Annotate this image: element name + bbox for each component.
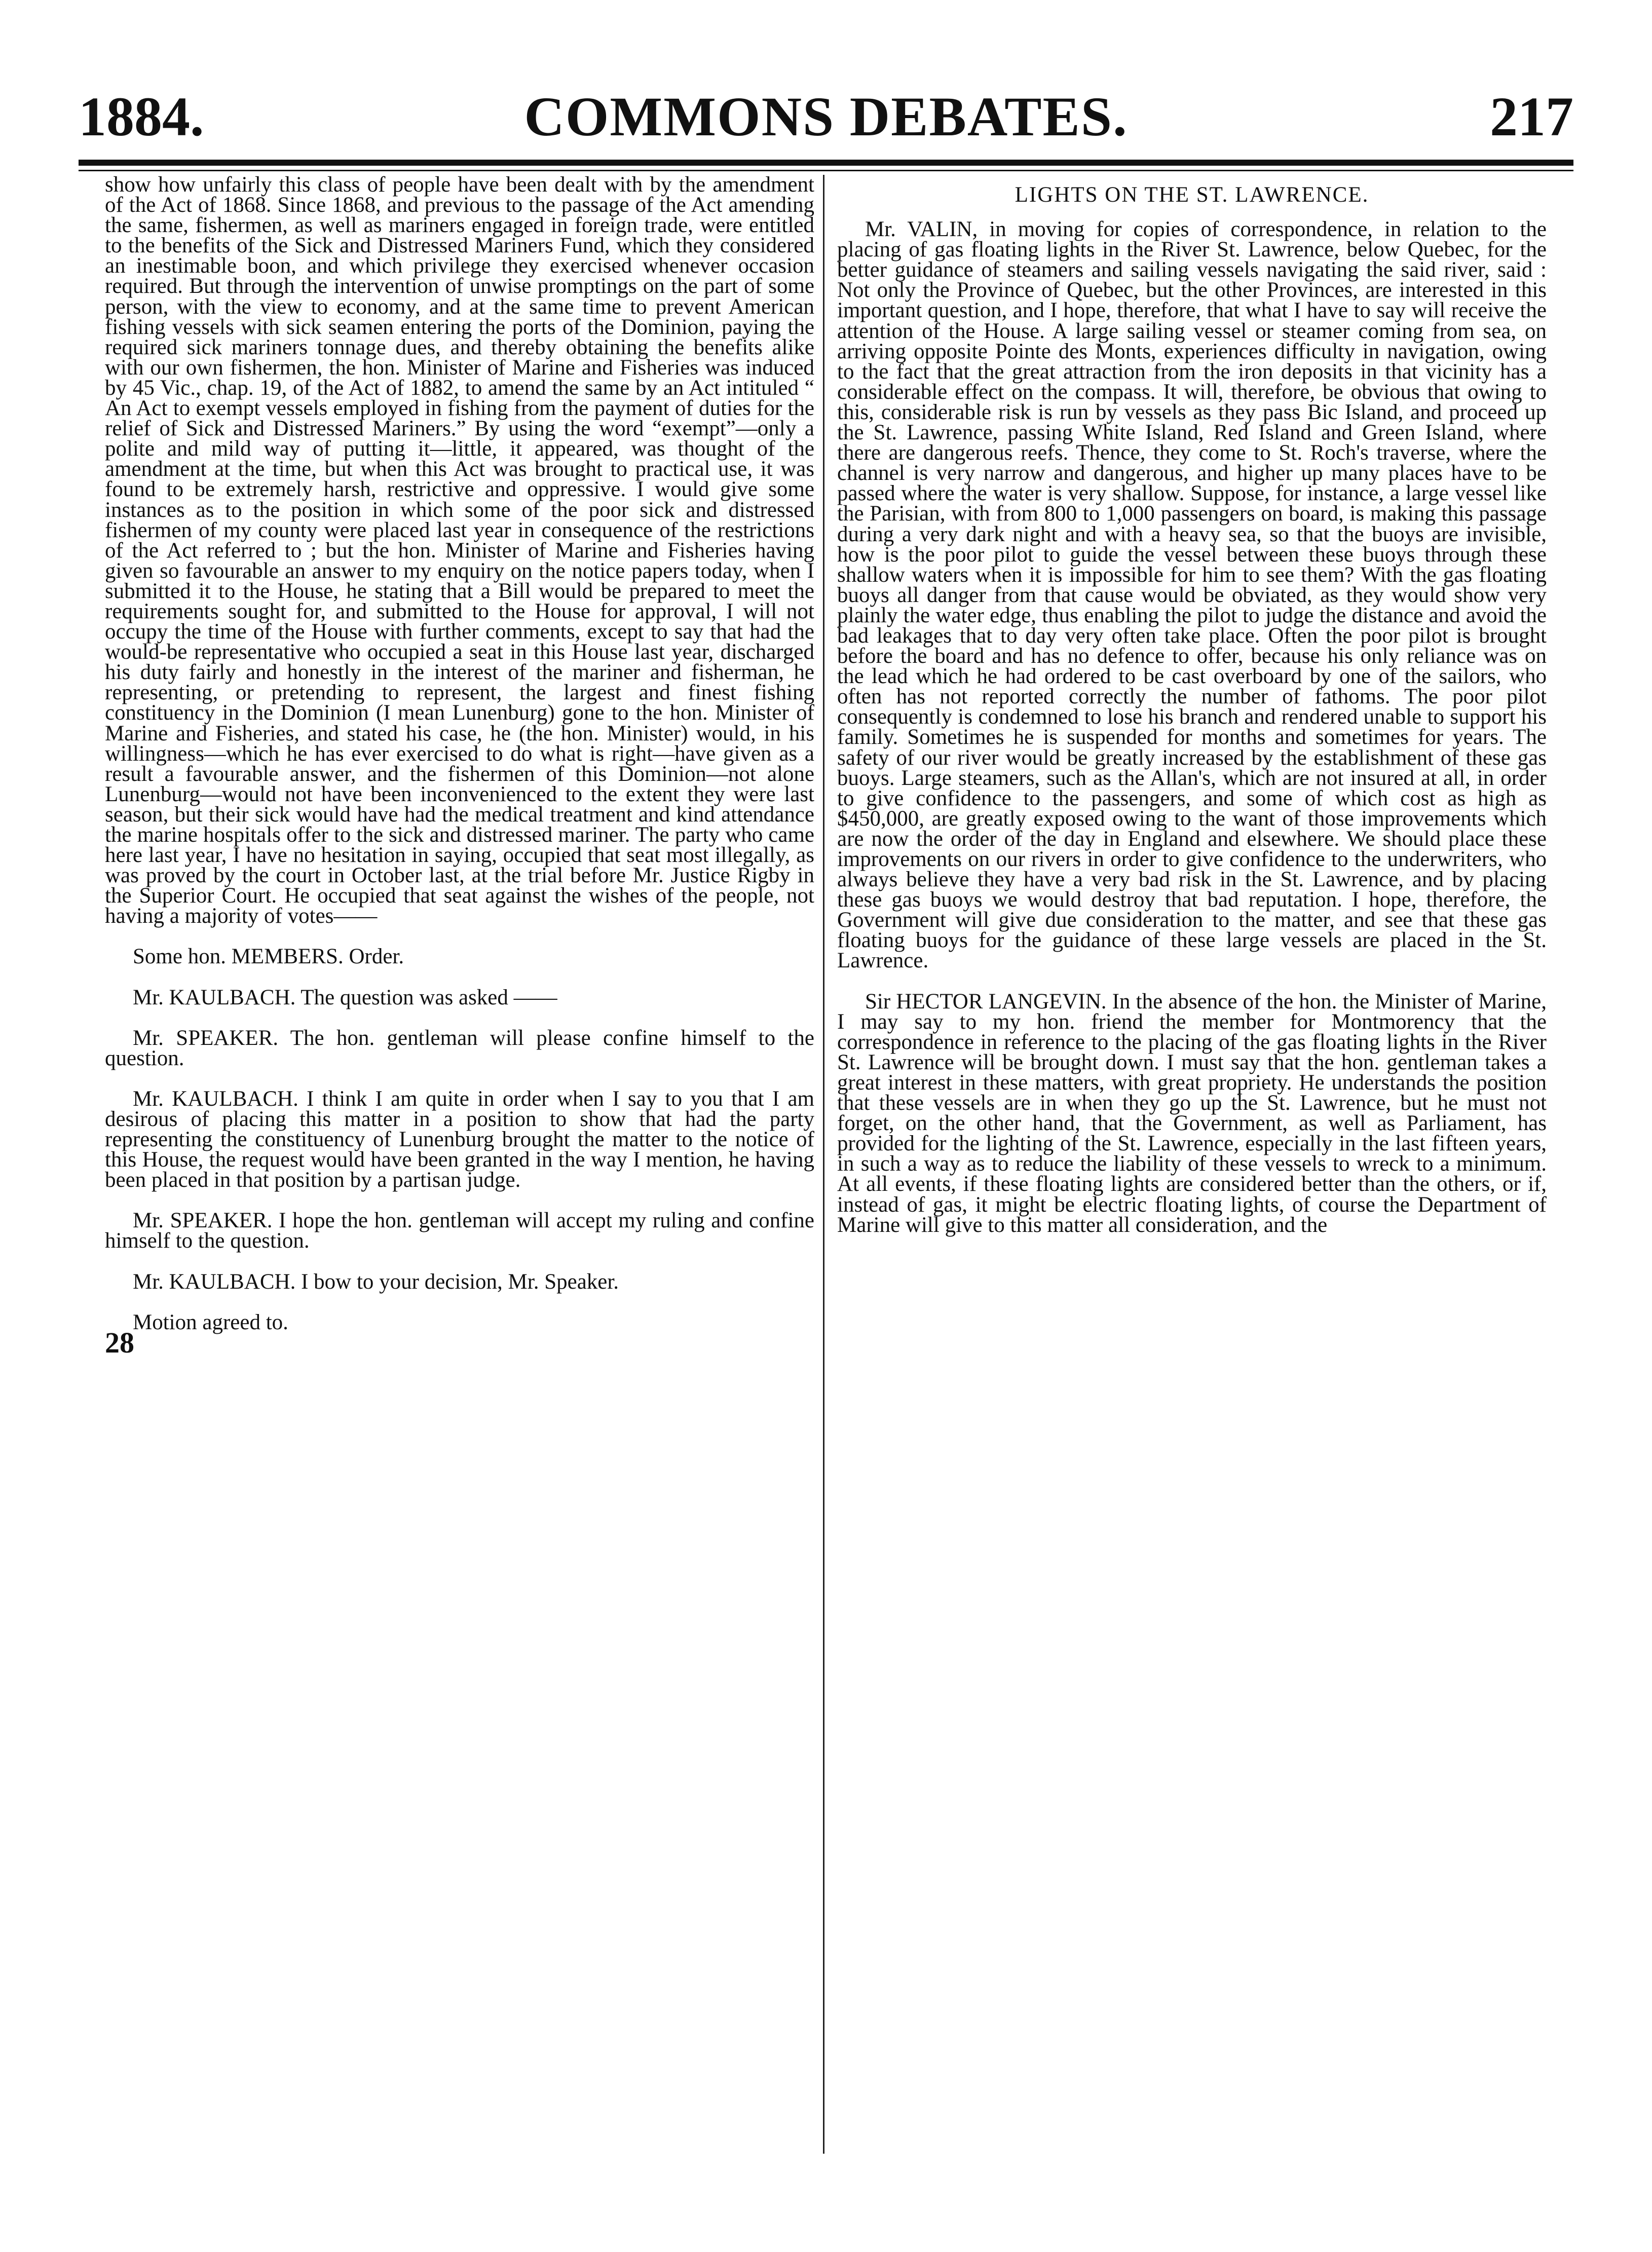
right-paragraph-2: Sir HECTOR LANGEVIN. In the absence of the hon. the Minister of Marine, I may say to my hon. friend the member for Montmorency that the correspondence in reference to the placing of the gas floating lights in the River St. Lawrence will be brought down. I must say that the hon. gentleman takes a great interest in these matters, with great propriety. He understands the position that these vessels are in when they go up the St. Lawrence, but he must not forget, on the other hand, that the Government, as well as Parliament, has provided for the lighting of the St. Lawrence, especially in the last fifteen years, in such a way as to reduce the liability of these vessels to wreck to a minimum. At all events, if these floating lights are considered better than the others, or if, instead of gas, it might be electric floating lights, of course the Department of Marine will give to this matter all consideration, and the — [837, 989, 1547, 1237]
header-rule — [79, 160, 1573, 166]
column-divider — [823, 175, 824, 2154]
header-year: 1884. — [79, 86, 204, 147]
signature-mark: 28 — [105, 1326, 134, 1359]
left-column — [105, 173, 814, 1359]
left-paragraph-4: Mr. SPEAKER. The hon. gentleman will please confine himself to the question. — [105, 1026, 814, 1070]
right-column — [837, 175, 1547, 1235]
left-paragraph-6: Mr. SPEAKER. I hope the hon. gentleman will accept my ruling and confine himself to the question. — [105, 1209, 814, 1253]
left-paragraph-3: Mr. KAULBACH. The question was asked —— — [133, 985, 557, 1009]
right-paragraph-1: Mr. VALIN, in moving for copies of correspondence, in relation to the placing of gas floating lights in the River St. Lawrence, below Quebec, for the better guidance of steamers and sailing vessels navigating the said river, said : Not only the Province of Quebec, but the other Provinces, are interested in this important question, and I hope, therefore, that what I have to say will receive the attention of the House. A large sailing vessel or steamer coming from sea, on arriving opposite Pointe des Monts, experiences difficulty in navigation, owing to the fact that the great attraction from the iron deposits in that vicinity has a considerable effect on the compass. It will, therefore, be obvious that owing to this, considerable risk is run by vessels as they pass Bic Island, and proceed up the St. Lawrence, passing White Island, Red Island and Green Island, where there are dangerous reefs. Thence, they come to St. Roch's traverse, where the channel is very narrow and dangerous, and higher up many places have to be passed where the water is very shallow. Suppose, for instance, a large vessel like the Parisian, with from 800 to 1,000 passengers on board, is making this passage during a very dark night and with a heavy sea, so that the buoys are invisible, how is the poor pilot to guide the vessel between these buoys through these shallow waters when it is impossible for him to see them? With the gas floating buoys all danger from that cause would be obviated, as they would show very plainly the water edge, thus enabling the pilot to judge the distance and avoid the bad leakages that to day very often take place. Often the poor pilot is brought before the board and has no defence to offer, because his only reliance was on the lead which he had ordered to be cast overboard by one of the sailors, who often has not reported correctly the number of fathoms. The poor pilot consequently is condemned to lose his branch and rendered unable to support his family. Sometimes he is suspended for months and sometimes for years. The safety of our river would be greatly increased by the establishment of these gas buoys. Large steamers, such as the Allan's, which are not insured at all, in order to give confidence to the passengers, and some of which cost as high as $450,000, are greatly exposed owing to the want of those improvements which are now the order of the day in England and elsewhere. We should place these improvements on our rivers in order to give confidence to the underwriters, who always believe they have a very bad risk in the St. Lawrence, and by placing these gas buoys we would destroy that bad reputation. I hope, therefore, the Government will give due consideration to the matter, and see that these gas floating buoys for the guidance of these large vessels are placed in the St. Lawrence. — [837, 217, 1547, 973]
left-paragraph-7: Mr. KAULBACH. I bow to your decision, Mr. Speaker. — [133, 1269, 619, 1294]
section-heading: LIGHTS ON THE ST. LAWRENCE. — [1015, 183, 1369, 207]
header-rule-thin — [79, 170, 1573, 171]
left-paragraph-2: Some hon. MEMBERS. Order. — [133, 945, 404, 969]
header-title: COMMONS DEBATES. — [524, 86, 1128, 147]
header-page-number: 217 — [1490, 86, 1573, 147]
page-header — [79, 76, 1573, 157]
left-paragraph-5: Mr. KAULBACH. I think I am quite in order when I say to you that I am desirous of placing this matter in a position to show that had the party representing the constituency of Lunenburg brought the matter to the notice of this House, the request would have been granted in the way I mention, he having been placed in that position by a partisan judge. — [105, 1086, 814, 1192]
left-paragraph-8: Motion agreed to. — [133, 1310, 288, 1334]
left-paragraph-1: show how unfairly this class of people have been dealt with by the amendment of the Act of 1868. Since 1868, and previous to the passage of the Act amending the same, fishermen, as well as mariners engaged in foreign trade, were entitled to the benefits of the Sick and Distressed Mariners Fund, which they considered an inestimable boon, and which privilege they exercised whenever occasion required. But through the intervention of unwise promptings on the part of some person, with the view to economy, and at the same time to prevent American fishing vessels with sick seamen entering the ports of the Dominion, paying the required sick mariners tonnage dues, and thereby obtaining the benefits alike with our own fishermen, the hon. Minister of Marine and Fisheries was induced by 45 Vic., chap. 19, of the Act of 1882, to amend the same by an Act intituled “ An Act to exempt vessels employed in fishing from the payment of duties for the relief of Sick and Distressed Mariners.” By using the word “exempt”—only a polite and mild way of putting it—little, it appeared, was thought of the amendment at the time, but when this Act was brought to practical use, it was found to be extremely harsh, restrictive and oppressive. I would give some instances as to the position in which some of the poor sick and distressed fishermen of my county were placed last year in consequence of the restrictions of the Act referred to ; but the hon. Minister of Marine and Fisheries having given so favourable an answer to my enquiry on the notice papers today, when I submitted it to the House, he stating that a Bill would be prepared to meet the requirements sought for, and submitted to the House for approval, I will not occupy the time of the House with further comments, except to say that had the would-be representative who occupied a seat in this House last year, discharged his duty fairly and honestly in the interest of the mariner and fisherman, he representing, or pretending to represent, the largest and finest fishing constituency in the Dominion (I mean Lunenburg) gone to the hon. Minister of Marine and Fisheries, and stated his case, he (the hon. Minister) would, in his willingness—which he has ever exercised to do what is right—have given as a result a favourable answer, and the fishermen of this Dominion—not alone Lunenburg—would not have been inconvenienced to the extent they were last season, but their sick would have had the medical treatment and kind attendance the marine hospitals offer to the sick and distressed mariner. The party who came here last year, I have no hesitation in saying, occupied that seat most illegally, as was proved by the court in October last, at the trial before Mr. Justice Rigby in the Superior Court. He occupied that seat against the wishes of the people, not having a majority of votes—— — [105, 173, 814, 928]
